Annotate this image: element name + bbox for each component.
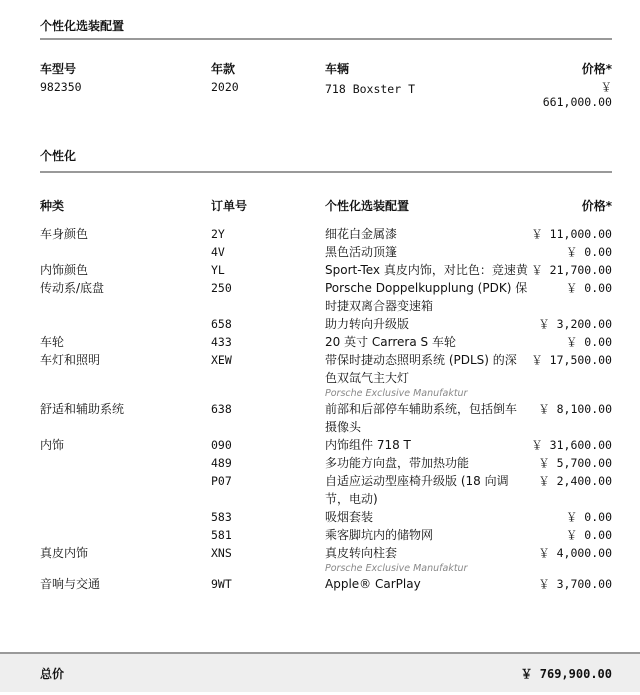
option-description: 自适应运动型座椅升级版 (18 向调节，电动): [325, 474, 509, 506]
option-code: 658: [211, 317, 232, 331]
option-description-cell: [325, 315, 528, 333]
option-description-cell: [325, 279, 528, 315]
option-description-cell: [325, 544, 528, 575]
option-price: ￥ 4,000.00: [538, 546, 612, 560]
option-description: 内饰组件 718 T: [325, 438, 411, 452]
option-row: [40, 351, 612, 400]
options-price-header: 价格*: [581, 199, 612, 213]
option-row: [40, 400, 612, 436]
option-code: 4V: [211, 245, 225, 259]
option-code: 638: [211, 402, 232, 416]
option-note: Porsche Exclusive Manufaktur: [325, 388, 468, 399]
option-code: 250: [211, 281, 232, 295]
option-description: Porsche Doppelkupplung (PDK) 保时捷双离合器变速箱: [325, 281, 528, 313]
option-price: ￥ 0.00: [565, 510, 612, 524]
model-no-header: 车型号: [40, 62, 77, 76]
option-description: 带保时捷动态照明系统 (PDLS) 的深色双氙气主大灯: [325, 353, 517, 385]
option-price: ￥ 0.00: [565, 245, 612, 259]
option-row: [40, 315, 612, 333]
option-category: 真皮内饰: [40, 546, 89, 560]
option-price: ￥ 3,700.00: [538, 577, 612, 591]
option-description-cell: [325, 333, 528, 351]
option-price: ￥ 5,700.00: [538, 456, 612, 470]
config-section-title: 个性化选装配置: [40, 0, 612, 40]
config-header: 个性化选装配置: [325, 199, 410, 213]
option-code: 433: [211, 335, 232, 349]
option-description: 真皮转向柱套: [325, 546, 398, 560]
personalization-section-title: 个性化: [40, 147, 612, 173]
year-header: 年款: [211, 62, 236, 76]
option-description-cell: [325, 575, 528, 593]
option-category: 内饰: [40, 438, 65, 452]
order-no-header: 订单号: [211, 199, 248, 213]
total-bar: [0, 652, 640, 692]
option-code: YL: [211, 263, 225, 277]
option-row: [40, 279, 612, 315]
vehicle-price-currency: ￥: [600, 80, 612, 94]
option-category: 传动系/底盘: [40, 281, 105, 295]
option-price: ￥ 0.00: [565, 281, 612, 295]
option-row: [40, 261, 612, 279]
option-category: 车灯和照明: [40, 353, 101, 367]
option-price: ￥ 17,500.00: [531, 353, 612, 367]
option-row: [40, 544, 612, 575]
option-row: [40, 526, 612, 544]
year-value: 2020: [211, 80, 239, 94]
option-category: 舒适和辅助系统: [40, 402, 125, 416]
vehicle-header: 车辆: [325, 62, 350, 76]
option-price: ￥ 3,200.00: [538, 317, 612, 331]
option-row: [40, 472, 612, 508]
option-description: 细花白金属漆: [325, 227, 398, 241]
option-description-cell: [325, 454, 528, 472]
option-code: 2Y: [211, 227, 225, 241]
option-description: Sport-Tex 真皮内饰，对比色：竞速黄: [325, 263, 528, 277]
option-description: Apple® CarPlay: [325, 577, 421, 591]
vehicle-header-row: [40, 60, 612, 78]
vehicle-price: [528, 80, 612, 110]
option-code: XEW: [211, 353, 232, 367]
option-price: ￥ 0.00: [565, 335, 612, 349]
options-list: [40, 225, 612, 593]
option-category: 音响与交通: [40, 577, 101, 591]
option-category: 车轮: [40, 335, 65, 349]
price-header: 价格*: [581, 62, 612, 76]
option-code: 583: [211, 510, 232, 524]
option-description: 助力转向升级版: [325, 317, 410, 331]
option-row: [40, 575, 612, 593]
model-no-value: 982350: [40, 80, 82, 94]
option-description-cell: [325, 225, 528, 243]
option-price: ￥ 11,000.00: [531, 227, 612, 241]
option-code: 090: [211, 438, 232, 452]
option-description-cell: [325, 351, 528, 400]
option-description: 乘客脚坑内的储物网: [325, 528, 434, 542]
category-header: 种类: [40, 199, 65, 213]
total-value: ￥ 769,900.00: [520, 666, 612, 681]
option-category: 内饰颜色: [40, 263, 89, 277]
option-price: ￥ 0.00: [565, 528, 612, 542]
option-code: 581: [211, 528, 232, 542]
option-row: [40, 243, 612, 261]
option-description: 20 英寸 Carrera S 车轮: [325, 335, 456, 349]
option-code: 489: [211, 456, 232, 470]
option-description-cell: [325, 243, 528, 261]
option-category: 车身颜色: [40, 227, 89, 241]
option-row: [40, 333, 612, 351]
total-label: 总价: [40, 666, 65, 681]
option-description-cell: [325, 472, 528, 508]
option-description-cell: [325, 436, 528, 454]
options-header-row: [40, 197, 612, 215]
option-description-cell: [325, 400, 528, 436]
option-code: XNS: [211, 546, 232, 560]
option-code: 9WT: [211, 577, 232, 591]
option-price: ￥ 8,100.00: [538, 402, 612, 416]
option-row: [40, 225, 612, 243]
option-row: [40, 454, 612, 472]
option-row: [40, 436, 612, 454]
option-description: 黑色活动顶篷: [325, 245, 398, 259]
option-description-cell: [325, 526, 528, 544]
option-description: 前部和后部停车辅助系统，包括倒车摄像头: [325, 402, 518, 434]
vehicle-name: 718 Boxster T: [325, 82, 416, 96]
option-code: P07: [211, 474, 232, 488]
option-price: ￥ 21,700.00: [531, 263, 612, 277]
option-price: ￥ 2,400.00: [538, 474, 612, 488]
option-description: 吸烟套装: [325, 510, 374, 524]
option-description: 多功能方向盘，带加热功能: [325, 456, 470, 470]
option-description-cell: [325, 261, 528, 279]
option-price: ￥ 31,600.00: [531, 438, 612, 452]
option-note: Porsche Exclusive Manufaktur: [325, 563, 468, 574]
vehicle-row: [40, 80, 612, 110]
vehicle-price-value: 661,000.00: [542, 95, 612, 109]
option-row: [40, 508, 612, 526]
option-description-cell: [325, 508, 528, 526]
